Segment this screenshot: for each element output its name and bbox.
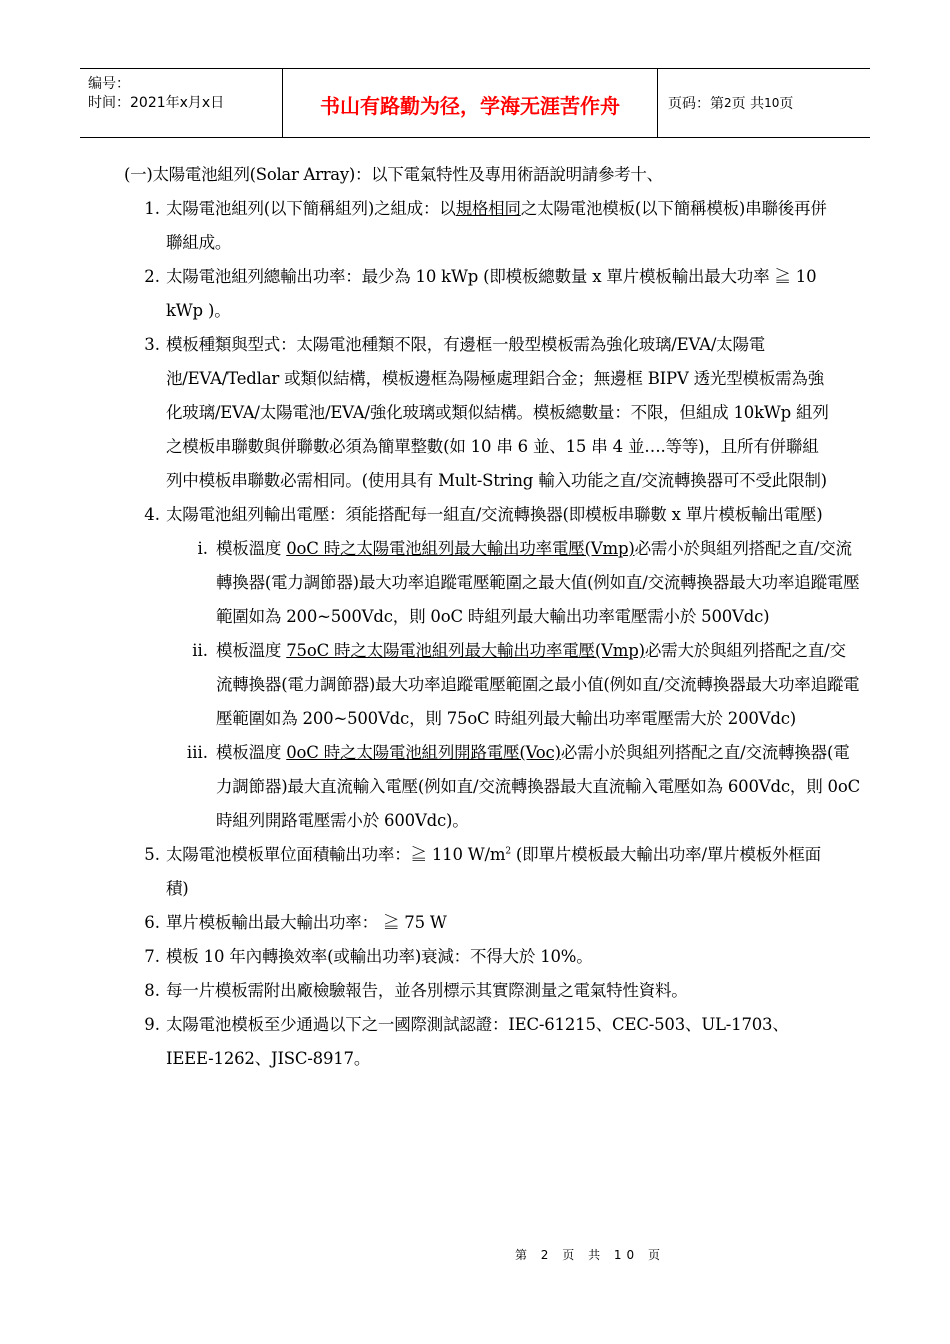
item-text: 太陽電池組列輸出電壓：須能搭配每一組直/交流轉換器(即模板串聯數 x 單片模板輸出電壓)	[166, 505, 823, 524]
list-item	[124, 1008, 864, 1076]
item-text: 太陽電池模板至少通過以下之一國際測試認證：IEC-61215、CEC-503、UL-1703、IEEE-1262、JISC-8917。	[166, 1015, 789, 1068]
list-item	[124, 974, 864, 1008]
subitem-text	[216, 532, 860, 634]
header-meta	[80, 69, 282, 137]
page-prefix: 页码：第	[668, 96, 724, 112]
list-item	[124, 498, 864, 532]
sub-list-item	[124, 736, 864, 838]
document-header	[80, 68, 870, 138]
item-number: 9.	[144, 1015, 160, 1034]
item-number: 2.	[144, 267, 160, 286]
item-text-part: 太陽電池組列(以下簡稱組列)之組成：以	[166, 199, 456, 218]
item-text-part: 模板溫度	[216, 539, 287, 558]
page-footer	[0, 1246, 950, 1263]
item-number: 3.	[144, 335, 160, 354]
footer-suffix: 页	[648, 1248, 666, 1262]
footer-mid: 页 共	[562, 1248, 606, 1262]
list-item	[124, 260, 864, 328]
item-text: 單片模板輸出最大輸出功率： ≧ 75 W	[166, 913, 447, 932]
header-page-number	[658, 69, 870, 137]
footer-prefix: 第	[514, 1248, 532, 1262]
item-text: 太陽電池組列總輸出功率：最少為 10 kWp (即模板總數量 x 單片模板輸出最大功率 ≧ 10 kWp )。	[166, 267, 817, 320]
item-text-part: 必需小於與組列搭配之直/交流轉換器(電力調節器)最大功率追蹤電壓範圍之最大值(例如直/交流轉換器最大功率追蹤電壓範圍如為 200~500Vdc，則 0oC 時組列最大輸出功率電壓需小於 500Vdc)	[216, 539, 860, 626]
underlined-term: 75oC 時之太陽電池組列最大輸出功率電壓(Vmp)	[286, 641, 645, 660]
footer-current: 2	[540, 1248, 554, 1262]
superscript: 2	[505, 846, 511, 857]
item-text-part: 太陽電池模板單位面積輸出功率：≧ 110 W/m	[166, 845, 506, 864]
sub-list-item	[124, 634, 864, 736]
list-item	[124, 192, 864, 260]
list-item	[124, 838, 864, 906]
page-mid: 页 共	[731, 96, 765, 112]
document-body	[124, 158, 864, 1076]
item-text: 每一片模板需附出廠檢驗報告，並各別標示其實際測量之電氣特性資料。	[166, 981, 688, 1000]
section-title: (一)太陽電池組列(Solar Array)：以下電氣特性及專用術語說明請參考十、	[124, 165, 663, 184]
code-label: 编号：	[88, 76, 130, 92]
page-total: 10	[764, 96, 780, 110]
item-text: 模板 10 年內轉換效率(或輸出功率)衰減：不得大於 10%。	[166, 947, 593, 966]
subitem-number: iii.	[186, 743, 208, 762]
underlined-term: 0oC 時之太陽電池組列最大輸出功率電壓(Vmp)	[286, 539, 635, 558]
item-text: 模板種類與型式：太陽電池種類不限，有邊框一般型模板需為強化玻璃/EVA/太陽電池/EVA/Tedlar 或類似結構，模板邊框為陽極處理鋁合金；無邊框 BIPV 透光型模板需為強化玻璃/EVA/太陽電池/EVA/強化玻璃或類似結構。模板總數量：不限，但組成 10kWp 組列之模板串聯數與併聯數必須為簡單整數(如 10 串 6 並、15 串 4 並….等等)，且所有併聯組列中模板串聯數必需相同。(使用具有 Mult-String 輸入功能之直/交流轉換器可不受此限制)	[166, 335, 829, 490]
item-text-part: 模板溫度	[216, 641, 287, 660]
subitem-number: ii.	[192, 641, 208, 660]
subitem-text	[216, 634, 860, 736]
page-suffix: 页	[779, 96, 794, 112]
list-item	[124, 906, 864, 940]
item-number: 7.	[144, 947, 160, 966]
item-text	[166, 192, 832, 260]
page-current: 2	[724, 96, 732, 110]
item-number: 8.	[144, 981, 160, 1000]
item-text-part: 必需大於與組列搭配之直/交流轉換器(電力調節器)最大功率追蹤電壓範圍之最小值(例如直/交流轉換器最大功率追蹤電壓範圍如為 200~500Vdc，則 75oC 時組列最大輸出功率電壓需大於 200Vdc)	[216, 641, 860, 728]
subitem-text	[216, 736, 860, 838]
sub-list-item	[124, 532, 864, 634]
underlined-term: 規格相同	[455, 199, 521, 218]
motto-text: 书山有路勤为径，学海无涯苦作舟	[320, 94, 620, 118]
time-label: 时间：2021年x月x日	[88, 95, 225, 111]
item-text-part: 之太陽電池模板(以下簡稱模板)串聯後再併聯組成。	[166, 199, 827, 252]
item-text-part: 必需小於與組列搭配之直/交流轉換器(電力調節器)最大直流輸入電壓(例如直/交流轉換器最大直流輸入電壓如為 600Vdc，則 0oC 時組列開路電壓需小於 600Vdc)。	[216, 743, 860, 830]
item-number: 5.	[144, 845, 160, 864]
item-number: 1.	[144, 199, 160, 218]
subitem-number: i.	[197, 539, 208, 558]
item-text-part: (即單片模板最大輸出功率/單片模板外框面積)	[166, 845, 821, 898]
footer-total: 10	[613, 1248, 640, 1262]
item-number: 4.	[144, 505, 160, 524]
underlined-term: 0oC 時之太陽電池組列開路電壓(Voc)	[286, 743, 561, 762]
list-item	[124, 328, 864, 498]
header-motto-cell	[282, 69, 658, 137]
item-text-part: 模板溫度	[216, 743, 287, 762]
item-text	[166, 838, 832, 906]
item-number: 6.	[144, 913, 160, 932]
list-item	[124, 940, 864, 974]
